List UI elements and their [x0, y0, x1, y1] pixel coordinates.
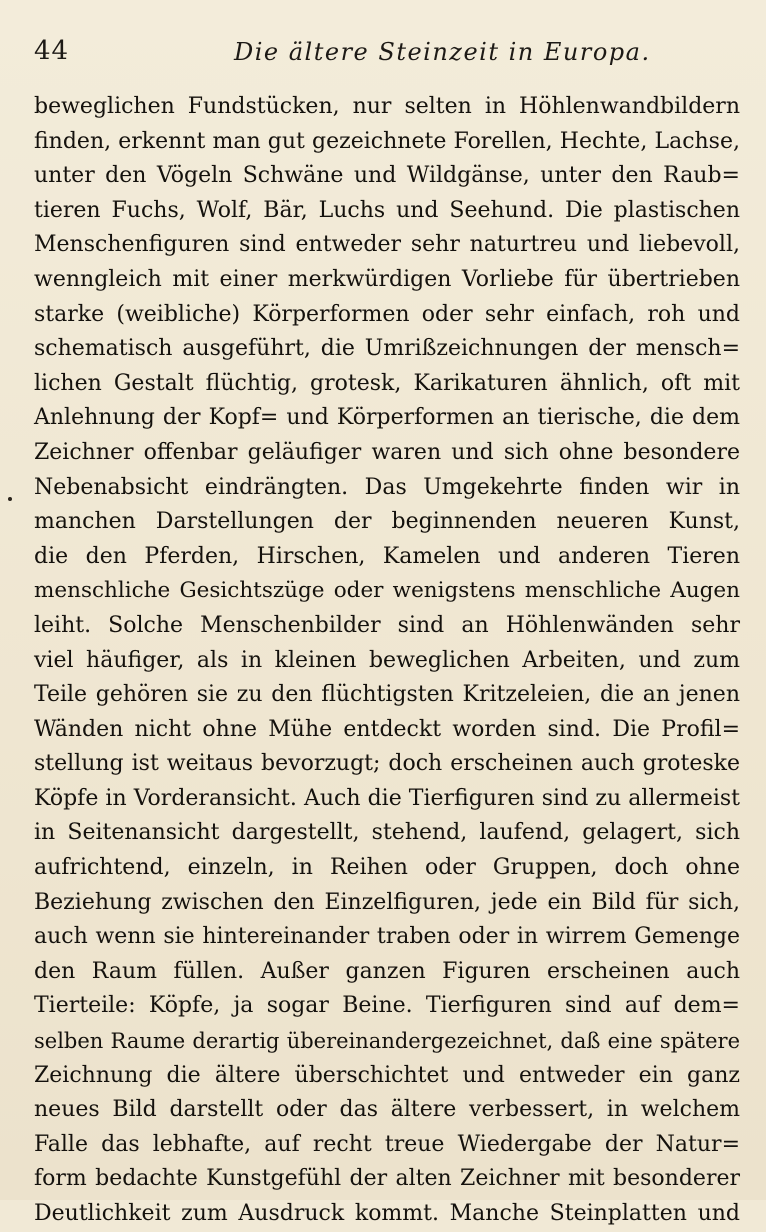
page-number: 44: [34, 36, 70, 66]
text-line: wenngleich mit einer merkwürdigen Vorliebe für übertrieben: [34, 266, 740, 292]
text-line: Zeichner offenbar geläufiger waren und sich ohne besondere: [34, 439, 740, 465]
text-line: leiht. Solche Menschenbilder sind an Höhlenwänden sehr: [34, 612, 740, 638]
text-line: manchen Darstellungen der beginnenden neueren Kunst,: [34, 509, 740, 535]
text-line: finden, erkennt man gut gezeichnete Forellen, Hechte, Lachse,: [34, 128, 740, 154]
text-line: tieren Fuchs, Wolf, Bär, Luchs und Seehund. Die plastischen: [34, 197, 740, 223]
text-line: den Raum füllen. Außer ganzen Figuren erscheinen auch: [34, 958, 740, 984]
margin-mark: [8, 497, 12, 501]
text-line: viel häufiger, als in kleinen beweglichen Arbeiten, und zum: [34, 647, 740, 673]
text-line: schematisch ausgeführt, die Umrißzeichnungen der mensch=: [34, 336, 740, 362]
text-line: Nebenabsicht eindrängten. Das Umgekehrte finden wir in: [34, 474, 740, 500]
text-line: in Seitenansicht dargestellt, stehend, laufend, gelagert, sich: [34, 820, 740, 846]
text-line: Tierteile: Köpfe, ja sogar Beine. Tierfiguren sind auf dem=: [34, 993, 740, 1019]
text-line: Menschenfiguren sind entweder sehr naturtreu und liebevoll,: [34, 232, 740, 258]
text-line: Falle das lebhafte, auf recht treue Wiedergabe der Natur=: [34, 1131, 740, 1157]
page-header: [34, 26, 732, 70]
text-line: Anlehnung der Kopf= und Körperformen an tierische, die dem: [34, 405, 740, 431]
text-line: beweglichen Fundstücken, nur selten in Höhlenwandbildern: [34, 94, 740, 119]
text-line: aufrichtend, einzeln, in Reihen oder Gruppen, doch ohne: [34, 855, 740, 881]
text-line: neues Bild darstellt oder das ältere verbessert, in welchem: [34, 1097, 740, 1123]
body-text: [34, 90, 740, 1232]
text-line: Teile gehören sie zu den flüchtigsten Kritzeleien, die an jenen: [34, 682, 740, 708]
text-line: lichen Gestalt flüchtig, grotesk, Karikaturen ähnlich, oft mit: [34, 370, 740, 396]
text-line: unter den Vögeln Schwäne und Wildgänse, unter den Raub=: [34, 163, 740, 189]
text-line: Köpfe in Vorderansicht. Auch die Tierfiguren sind zu allermeist: [34, 785, 740, 811]
text-line: starke (weibliche) Körperformen oder sehr einfach, roh und: [34, 301, 740, 327]
text-line: stellung ist weitaus bevorzugt; doch erscheinen auch groteske: [34, 751, 740, 777]
text-line: selben Raume derartig übereinandergezeichnet, daß eine spätere: [34, 1029, 740, 1054]
text-line: Beziehung zwischen den Einzelfiguren, jede ein Bild für sich,: [34, 889, 740, 915]
text-line: form bedachte Kunstgefühl der alten Zeichner mit besonderer: [34, 1166, 740, 1192]
text-line: Deutlichkeit zum Ausdruck kommt. Manche Steinplatten und: [34, 1201, 740, 1226]
text-line: Wänden nicht ohne Mühe entdeckt worden sind. Die Profil=: [34, 716, 740, 742]
running-title: Die ältere Steinzeit in Europa.: [234, 38, 651, 66]
text-line: menschliche Gesichtszüge oder wenigstens menschliche Augen: [34, 578, 740, 604]
text-line: auch wenn sie hintereinander traben oder in wirrem Gemenge: [34, 924, 740, 950]
text-line: die den Pferden, Hirschen, Kamelen und anderen Tieren: [34, 543, 740, 569]
text-line: Zeichnung die ältere überschichtet und entweder ein ganz: [34, 1062, 740, 1088]
